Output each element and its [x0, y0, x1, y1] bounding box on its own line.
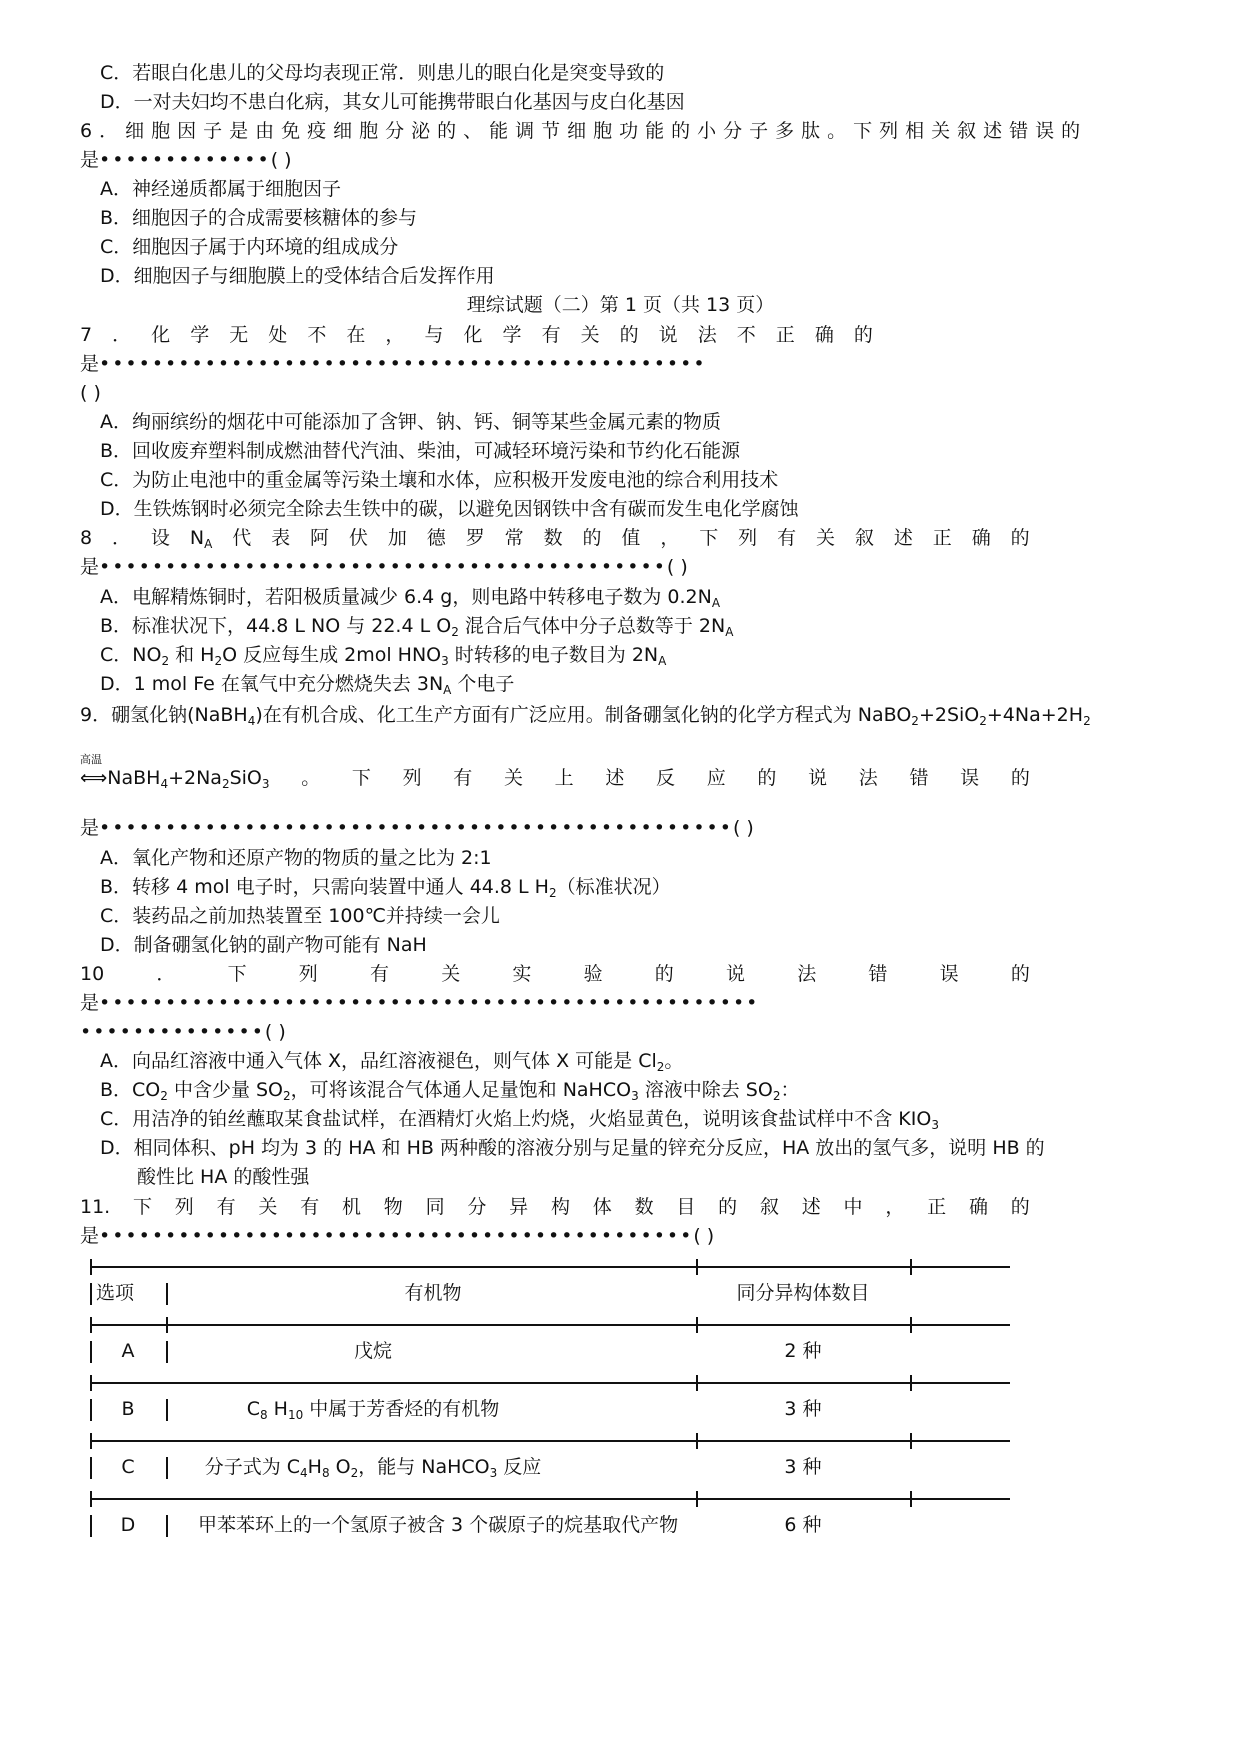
q7-option-d: D．生铁炼钢时必须完全除去生铁中的碳，以避免因钢铁中含有碳而发生电化学腐蚀 — [100, 498, 799, 520]
q6-bracket: ( ) — [270, 149, 292, 171]
q5-option-d: D．一对夫妇均不患白化病，其女儿可能携带眼白化基因与皮白化基因 — [100, 91, 685, 113]
q8-char: 的 — [582, 527, 602, 549]
q6-stem — [80, 118, 1088, 144]
table-cell-organic: 戊烷 — [353, 1340, 392, 1362]
table-cell-organic: 分子式为 $C_4H_8$ $O_2$，能与 NaHCO$_3$ 反应 — [204, 1456, 542, 1480]
q8-char: 代 — [232, 527, 252, 549]
q8-char: 表 — [271, 527, 291, 549]
q8-char: 数 — [543, 527, 563, 549]
q8-option-c: C．$NO_2$ 和 $H_2O$ 反应每生成 2mol $HNO_3$ 时转移的电子数目为 $2N_A$ — [100, 644, 667, 668]
table-rule — [90, 1382, 1010, 1384]
q8-char: 设 — [150, 527, 170, 549]
leader-dots: •••••••••••••••••••••••••••••••••••••••••••••• — [99, 353, 707, 375]
q9-equation-product: $⟺NaBH_4+2Na_2SiO_3$ — [80, 767, 270, 791]
q7-option-b: B．回收废弃塑料制成燃油替代汽油、柴油，可减轻环境污染和节约化石能源 — [100, 440, 741, 462]
q8-char: 罗 — [465, 527, 485, 549]
leader-dots: •••••••••••••• — [80, 1021, 265, 1043]
q8-char: 有 — [777, 527, 797, 549]
q8-char: ， — [660, 527, 680, 549]
q8-option-d: D．1 mol Fe 在氧气中充分燃烧失去 $3N_A$ 个电子 — [100, 673, 515, 697]
table-cell-organic: $C_8$ $H_{10}$ 中属于芳香烃的有机物 — [246, 1398, 500, 1422]
q10-stem-tail-2: ••••••••••••••( ) — [80, 1021, 286, 1043]
q5-option-c: C．若眼白化患儿的父母均表现正常．则患儿的眼白化是突变导致的 — [100, 62, 665, 84]
q9-option-d: D．制备硼氢化钠的副产物可能有 NaH — [100, 934, 427, 956]
q8-char: ． — [112, 527, 132, 549]
q8-char: 确 — [971, 527, 991, 549]
q8-bracket: ( ) — [666, 556, 688, 578]
q8-char: 述 — [893, 527, 913, 549]
reaction-condition: 高温 — [80, 753, 102, 766]
q6-option-d: D．细胞因子与细胞膜上的受体结合后发挥作用 — [100, 265, 495, 287]
q11-stem: 11. 下 列 有 关 有 机 物 同 分 异 构 体 数 目 的 叙 述 中 ， 正 确 的 — [80, 1196, 1030, 1218]
q8-char: 正 — [932, 527, 952, 549]
table-header-organic: 有机物 — [404, 1282, 462, 1304]
q6-stem-tail — [80, 147, 292, 173]
table-header-count: 同分异构体数目 — [736, 1282, 870, 1304]
page-footer: 理综试题（二）第 1 页（共 13 页） — [466, 294, 775, 316]
q8-tail: 是 — [80, 556, 100, 578]
table-cell-count: 3 种 — [784, 1398, 822, 1420]
q10-stem: 10 ． 下 列 有 关 实 验 的 说 法 错 误 的 — [80, 963, 1030, 985]
table-cell-count: 6 种 — [784, 1514, 822, 1536]
q10-option-d-cont: 酸性比 HA 的酸性强 — [137, 1166, 310, 1188]
table-cell-count: 2 种 — [784, 1340, 822, 1362]
leader-dots: ••••••••••••••••••••••••••••••••••••••••••••• — [99, 1225, 694, 1247]
q8-char: 关 — [816, 527, 836, 549]
q8-char: 的 — [1010, 527, 1030, 549]
q7-stem — [80, 322, 1030, 348]
table-cell-option: B — [121, 1398, 135, 1420]
q8-option-b: B．标准状况下，44.8 L NO 与 22.4 L $O_2$ 混合后气体中分子总数等于 $2N_A$ — [100, 615, 734, 639]
q8-char: 值 — [621, 527, 641, 549]
q9-stem-tail: 是••••••••••••••••••••••••••••••••••••••••••••••••( ) — [80, 817, 754, 839]
table-rule — [90, 1324, 1010, 1326]
q7-option-c: C．为防止电池中的重金属等污染土壤和水体，应积极开发废电池的综合利用技术 — [100, 469, 779, 491]
q6-option-a: A．神经递质都属于细胞因子 — [100, 178, 341, 200]
table-cell-organic: 甲苯苯环上的一个氢原子被含 3 个碳原子的烷基取代产物 — [198, 1514, 679, 1536]
q8-number: 8 — [80, 527, 93, 549]
table-rule — [90, 1498, 1010, 1500]
q8-char: 伏 — [348, 527, 368, 549]
q11-table — [90, 1258, 1010, 1558]
leader-dots: ••••••••••••• — [99, 149, 271, 171]
table-cell-count: 3 种 — [784, 1456, 822, 1478]
reversible-arrow-icon: ⟺ — [80, 767, 108, 789]
q8-char: 阿 — [310, 527, 330, 549]
q8-option-a: A．电解精炼铜时，若阳极质量减少 6.4 g，则电路中转移电子数为 $0.2N_A$ — [100, 586, 721, 610]
q7-stem-text: 7 ． 化 学 无 处 不 在 ， 与 化 学 有 关 的 说 法 不 正 确 的 — [80, 324, 873, 346]
q8-stem-tail — [80, 554, 688, 580]
q8-char: 德 — [426, 527, 446, 549]
leader-dots: •••••••••••••••••••••••••••••••••••••••••••••••••• — [99, 992, 760, 1014]
q6-tail: 是 — [80, 149, 100, 171]
q10-option-b: B．$CO_2$ 中含少量 $SO_2$，可将该混合气体通人足量饱和 NaHCO$_3$ 溶液中除去 $SO_2$： — [100, 1079, 800, 1103]
q10-option-d: D．相同体积、pH 均为 3 的 HA 和 HB 两种酸的溶液分别与足量的锌充分反应，HA 放出的氢气多，说明 HB 的 — [100, 1137, 1045, 1159]
table-cell-option: A — [121, 1340, 135, 1362]
q9-stem-line2: $⟺NaBH_4+2Na_2SiO_3$ 。 下 列 有 关 上 述 反 应 的 说 法 错 误 的 — [80, 767, 1030, 791]
table-header-option: 选项 — [96, 1282, 135, 1304]
q6-stem-text: 6．细胞因子是由免疫细胞分泌的、能调节细胞功能的小分子多肽。下列相关叙述错误的 — [80, 120, 1088, 142]
q8-char: 叙 — [854, 527, 874, 549]
q8-stem — [80, 525, 1030, 551]
q7-tail: 是 — [80, 353, 100, 375]
q9-option-c: C．装药品之前加热装置至 100℃并持续一会儿 — [100, 905, 500, 927]
leader-dots: •••••••••••••••••••••••••••••••••••••••••••••••• — [99, 817, 733, 839]
q10-stem-tail: 是•••••••••••••••••••••••••••••••••••••••••••••••••• — [80, 992, 760, 1014]
q8-char: 加 — [387, 527, 407, 549]
table-cell-option: D — [120, 1514, 136, 1536]
q11-stem-tail: 是•••••••••••••••••••••••••••••••••••••••••••••( ) — [80, 1225, 715, 1247]
q7-option-a: A．绚丽缤纷的烟花中可能添加了含钾、钠、钙、铜等某些金属元素的物质 — [100, 411, 721, 433]
q6-option-c: C．细胞因子属于内环境的组成成分 — [100, 236, 399, 258]
table-rule — [90, 1266, 1010, 1268]
q8-char: 常 — [504, 527, 524, 549]
table-rule — [90, 1440, 1010, 1442]
q9-option-b: B．转移 4 mol 电子时，只需向装置中通人 44.8 L $H_2$（标准状况） — [100, 876, 671, 900]
table-cell-option: C — [121, 1456, 135, 1478]
q8-char: 下 — [699, 527, 719, 549]
q10-option-c: C．用洁净的铂丝蘸取某食盐试样，在酒精灯火焰上灼烧，火焰显黄色，说明该食盐试样中不含 $KIO_3$ — [100, 1108, 939, 1132]
q8-na: $N_A$ — [189, 527, 213, 551]
q10-option-a: A．向品红溶液中通入气体 X，品红溶液褪色，则气体 X 可能是 $Cl_2$。 — [100, 1050, 684, 1074]
q9-option-a: A．氧化产物和还原产物的物质的量之比为 2:1 — [100, 847, 492, 869]
q9-stem-line1: 9．硼氢化钠(NaBH$_4$)在有机合成、化工生产方面有广泛应用。制备硼氢化钠的化学方程式为 $NaBO_2+2SiO_2+4Na+2H_2$ — [80, 704, 1091, 728]
leader-dots: ••••••••••••••••••••••••••••••••••••••••••• — [99, 556, 667, 578]
q7-bracket: ( ) — [80, 382, 101, 404]
q8-char: 列 — [738, 527, 758, 549]
q6-option-b: B．细胞因子的合成需要核糖体的参与 — [100, 207, 418, 229]
q7-stem-tail — [80, 351, 707, 377]
